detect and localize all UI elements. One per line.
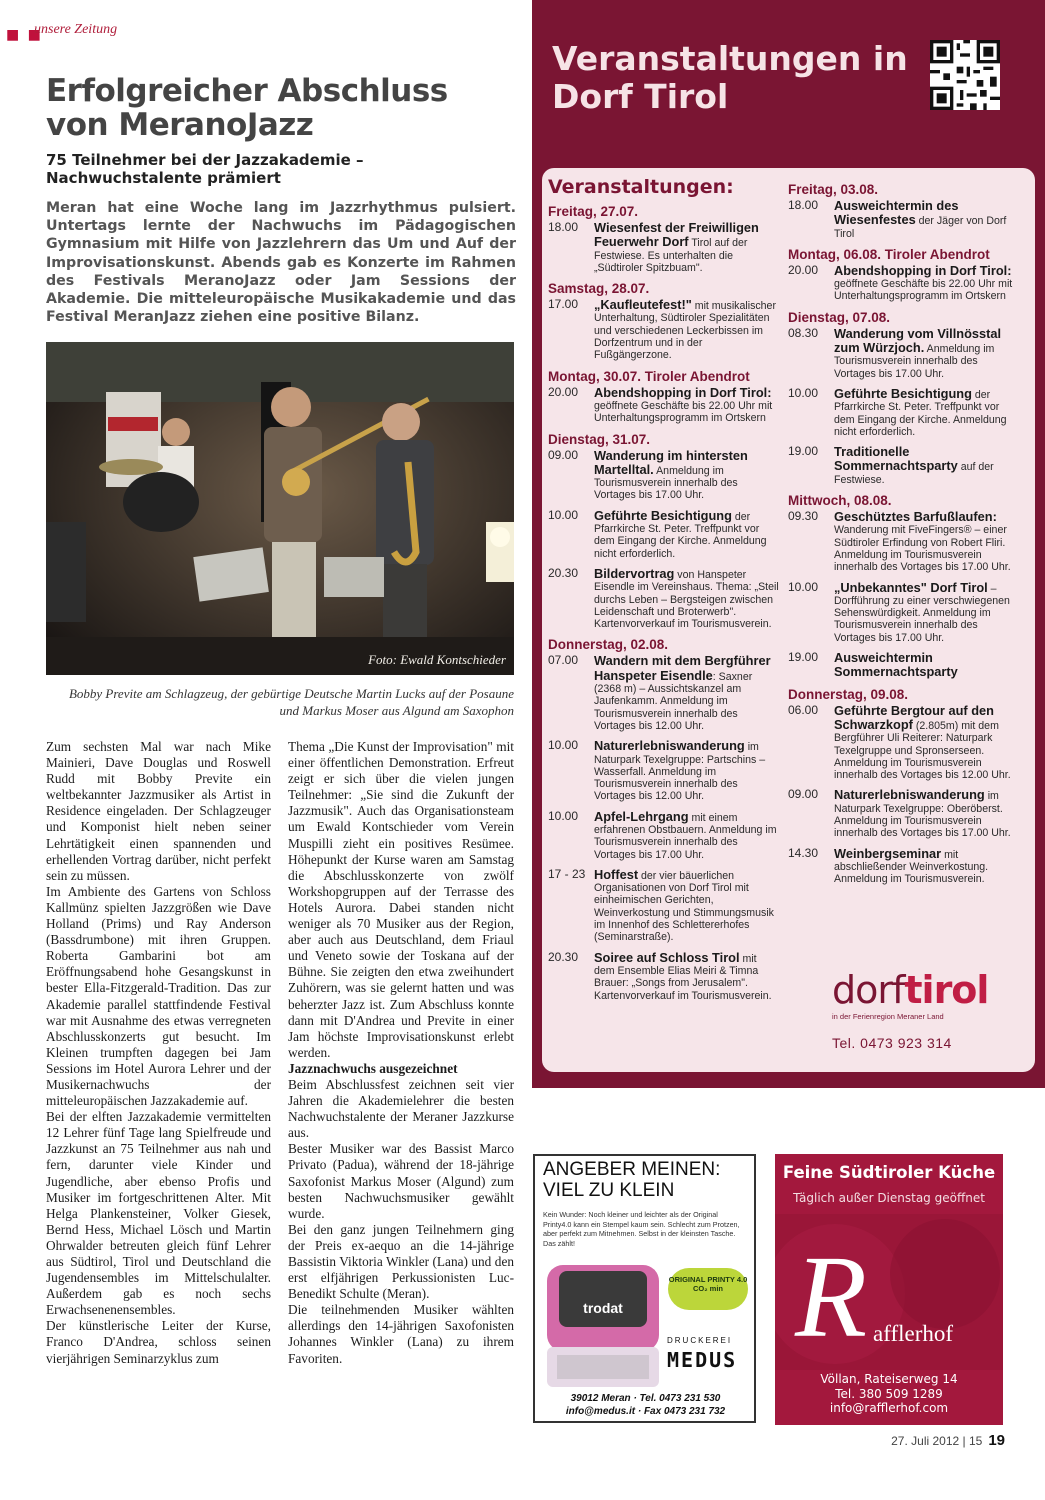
- event-description: Tirol auf der Festwiese. Es unterhalten die „Südtiroler Spitzbuam".: [594, 237, 748, 274]
- event-time: 08.30: [788, 325, 819, 340]
- event-name: Ausweichtermin Sommernachtsparty: [834, 650, 958, 680]
- ad-medus-druckerei: DRUCKEREI: [667, 1336, 733, 1345]
- dorftirol-tagline: in der Ferienregion Meraner Land: [832, 1012, 944, 1021]
- events-column-left: [548, 176, 780, 1009]
- event-item: [788, 445, 1020, 486]
- ad-medus-title: [543, 1159, 720, 1201]
- header-dots: ■ ■: [6, 27, 43, 43]
- event-time: 20.00: [548, 384, 579, 399]
- article-paragraph: Im Ambiente des Gartens von Schloss Kallmünz spielten Jazzgrößen wie Dave Holland (Prims) und Ray Anderson (Bassdrumbone) mit ihren Gruppen. Roberta Gambarini bot am Eröffnungsabend hohe Gesangskunst in bester Ella-Fitzgerald-Tradition. Das zur Akademie parallel stattfindende Festival war mit Ausnahme des etwas verregneten Abschlusskonzerts gut besucht. Im Kleinen trumpften dagegen bei Jam Sessions im Hotel Aurora Lehrer und der Musikernachwuchs der mitteleuropäischen Jazzakademie auf.: [46, 883, 271, 1109]
- ad-rafflerhof-contact: [775, 1372, 1003, 1416]
- rafflerhof-logo-R: R: [795, 1231, 868, 1362]
- event-item: [548, 509, 780, 560]
- event-time: 19.00: [788, 650, 819, 665]
- event-item: [548, 951, 780, 1002]
- event-body: [594, 567, 780, 630]
- event-body: [834, 327, 1020, 380]
- event-name: Geführte Bergtour auf den Schwarzkopf: [834, 702, 994, 732]
- event-day-heading: Montag, 06.08. Tiroler Abendrot: [788, 246, 990, 262]
- event-description: Anmeldung im Tourismusverein innerhalb des Vortages bis 17.00 Uhr.: [834, 343, 995, 380]
- event-description: geöffnete Geschäfte bis 22.00 Uhr mit Unterhaltungsprogramm im Ortskern: [834, 278, 1013, 303]
- event-time: 20.30: [548, 565, 579, 580]
- event-name: Bildervortrag: [594, 565, 675, 581]
- event-name: Abendshopping in Dorf Tirol:: [834, 262, 1012, 278]
- event-time: 18.00: [548, 220, 579, 234]
- event-time: 18.00: [788, 198, 819, 212]
- article-paragraph: Der künstlerische Leiter der Kurse, Franco D'Andrea, schloss seinen vierjährigen Seminarzyklus zum: [46, 1318, 271, 1366]
- event-description: mit dem Ensemble Elias Meiri & Timna Brauer: „Songs from Jerusalem". Kartenvorverkauf im Tourismusverein.: [594, 952, 772, 1002]
- event-name: Naturerlebniswanderung: [594, 738, 745, 754]
- ad-rafflerhof: [775, 1154, 1003, 1425]
- events-panel-title: Veranstaltungen in Dorf Tirol: [552, 39, 908, 116]
- event-name: Ausweichtermin des Wiesenfestes: [834, 198, 959, 228]
- event-description: Wanderung mit FiveFingers® – einer Südtiroler Erfindung von Robert Fliri. Anmeldung im Tourismusverein innerhalb des Vortages bis 17.00 Uhr.: [834, 524, 1011, 574]
- article-paragraph: Bei den ganz jungen Teilnehmern ging der Preis ex-aequo an die 14-jährige Bassistin Viktoria Winkler (Lana) und den erst elfjährigen Perkussionisten Luc-Benedikt Schulte (Meran).: [288, 1221, 514, 1302]
- event-item: [788, 788, 1020, 839]
- event-item: [788, 510, 1020, 573]
- event-item: [788, 651, 1020, 680]
- event-body: [834, 847, 1020, 886]
- events-heading: Veranstaltungen:: [548, 176, 734, 198]
- ad-medus-logo: MEDUS: [667, 1348, 738, 1372]
- event-item: [548, 449, 780, 502]
- event-item: [548, 868, 780, 944]
- event-body: [834, 581, 1020, 644]
- ad-medus: [533, 1154, 756, 1423]
- event-item: [788, 327, 1020, 380]
- ad-medus-email: info@medus.it · Fax 0473 231 732: [565, 1406, 726, 1417]
- article-subhead: Jazznachwuchs ausgezeichnet: [288, 1060, 458, 1076]
- dorftirol-logo: [832, 970, 1002, 1051]
- event-name: Traditionelle Sommernachtsparty: [834, 444, 958, 474]
- qr-code[interactable]: [930, 40, 1000, 110]
- qr-code-icon: [930, 40, 1000, 110]
- ad-medus-title-line1: ANGEBER MEINEN:: [543, 1159, 721, 1180]
- event-description: der Jäger von Dorf Tirol: [834, 215, 1007, 240]
- photo-caption: Bobby Previte am Schlagzeug, der gebürtige Deutsche Martin Lucks auf der Posaune und Markus Moser aus Algund am Saxophon: [68, 686, 514, 718]
- event-item: [548, 810, 780, 861]
- event-time: 09.00: [548, 447, 579, 462]
- events-column-right: [788, 176, 1020, 892]
- stamp-brand: trodat: [583, 1300, 623, 1316]
- event-time: 20.00: [788, 262, 819, 277]
- article-paragraph: Bester Musiker war des Bassist Marco Privato (Padua), während der 18-jährige Saxofonist Markus Moser (Algund) zum besten Nachwuchsmusiker gewählt wurde.: [288, 1141, 514, 1221]
- event-time: 10.00: [788, 579, 819, 594]
- event-description: (2.805m) mit dem Bergführer Uli Reiterer: Naturpark Texelgruppe und Spronserseen. Anmeldung im Tourismusverein innerhalb des Vortages bis 12.00 Uhr.: [834, 719, 1011, 782]
- event-time: 10.00: [548, 507, 579, 522]
- article-paragraph: Thema „Die Kunst der Improvisation" mit einer öffentlichen Demonstration. Erfreut zeigt er sich über die vielen jungen Teilnehmer: „Sie sind die Zukunft der Jazzmusik". Auch das Organisationsteam um Ewald Kontschieder vom Verein Muspilli zieht ein positives Resümee. Höhepunkt der Kurse waren am Samstag die Abschlusskonzerte von zwölf Workshopgruppen auf der Terrasse des Hotels Aurora. Dabei standen nicht weniger als 70 Musiker aus der Region, aber auch aus Deutschland, dem Friaul und Veneto sowie der Toskana auf der Bühne. Sie zeigten den etwa zweihundert Zuhörern, was sie gelernt hatten und was beherzter Jazz ist. Zum Abschluss konnte dann mit D'Andrea und Previte in einer Jam höchste Improvisationskunst erlebt werden.: [288, 739, 514, 1060]
- event-item: [788, 581, 1020, 644]
- event-name: „Kaufleutefest!": [594, 297, 692, 313]
- event-name: Naturerlebniswanderung: [834, 787, 985, 803]
- concert-photo: [46, 342, 514, 675]
- event-item: [548, 386, 780, 425]
- event-body: [594, 386, 780, 425]
- event-description: mit einem erfahrenen Obstbauern. Anmeldung im Tourismusverein innerhalb des Vortages bis 17.00 Uhr.: [594, 811, 777, 861]
- ad-rafflerhof-phone: Tel. 380 509 1289: [835, 1386, 943, 1401]
- ad-medus-contact: [543, 1392, 748, 1418]
- event-description: : Saxner (2368 m) – Aussichtskanzel am Jaufenkamm. Anmeldung im Tourismusverein innerhalb des Vortages bis 12.00 Uhr.: [594, 670, 753, 732]
- ad-rafflerhof-subtitle: Täglich außer Dienstag geöffnet: [793, 1191, 985, 1205]
- event-name: Wiesenfest der Freiwilligen Feuerwehr Dorf: [594, 220, 759, 250]
- event-day-heading: Dienstag, 07.08.: [788, 309, 891, 325]
- article-title: Erfolgreicher Abschluss von MeranoJazz: [46, 73, 448, 143]
- event-description: im Naturpark Texelgruppe: Partschins – Wasserfall. Anmeldung im Tourismusverein innerhalb des Vortages bis 12.00 Uhr.: [594, 741, 766, 803]
- event-body: [834, 651, 1020, 680]
- event-name: Soiree auf Schloss Tirol: [594, 949, 740, 965]
- event-name: Weinbergseminar: [834, 845, 942, 861]
- event-name: Wanderung vom Villnösstal zum Würzjoch.: [834, 325, 1002, 356]
- event-item: [548, 739, 780, 802]
- event-body: [834, 788, 1020, 839]
- event-day-heading: Montag, 30.07. Tiroler Abendrot: [548, 368, 750, 384]
- article-paragraph: Beim Abschlussfest zeichnen seit vier Jahren die Akademielehrer die besten Nachwuchstalente der Meraner Jazzkurse aus.: [288, 1076, 514, 1141]
- event-time: 10.00: [788, 385, 819, 400]
- event-body: [594, 221, 780, 274]
- event-body: [834, 387, 1020, 438]
- concert-photo-image: [46, 342, 514, 675]
- event-time: 10.00: [548, 808, 579, 823]
- event-item: [788, 847, 1020, 886]
- article-paragraph: Bei der elften Jazzakademie vermittelten 12 Lehrer fünf Tage lang Spielfreude und Jazzkunst an 75 Teilnehmer aus nah und fern, darunter viele Kinder und Jugendliche, aber ebenso Profis und Musiker im fortgeschrittenen Alter. Mit Helga Plankensteiner, Volker Giesek, Bernd Hess, Michael Lösch und Martin Ohrwalder betreuten gleich fünf Lehrer aus Südtirol, Tirol und Deutschland die Jugendensembles im Mittelschulalter. Außerdem gab es noch sechs Erwachsenenensembles.: [46, 1109, 271, 1318]
- event-body: [594, 449, 780, 502]
- article-paragraph: Die teilnehmenden Musiker wählten allerdings den 14-jährigen Saxofonisten Johannes Winkler (Lana) zu ihrem Favoriten.: [288, 1302, 514, 1366]
- event-description: auf der Festwiese.: [834, 461, 994, 486]
- event-time: 19.00: [788, 444, 819, 459]
- event-day-heading: Freitag, 27.07.: [548, 204, 639, 219]
- event-item: [548, 654, 780, 732]
- event-item: [788, 387, 1020, 438]
- event-description: der Pfarrkirche St. Peter. Treffpunkt vor dem Eingang der Kirche. Anmeldung nicht erforderlich.: [834, 388, 1007, 438]
- event-item: [548, 221, 780, 274]
- event-body: [834, 445, 1020, 486]
- page-number: 19: [988, 1432, 1005, 1449]
- ad-rafflerhof-title: Feine Südtiroler Küche: [782, 1163, 996, 1182]
- event-name: Wanderung im hintersten Martelltal.: [594, 447, 748, 477]
- brand-part-b: tirol: [904, 968, 989, 1012]
- event-body: [594, 739, 780, 802]
- event-name: Apfel-Lehrgang: [594, 808, 689, 824]
- ad-rafflerhof-email: info@rafflerhof.com: [829, 1401, 949, 1415]
- event-time: 09.30: [788, 509, 819, 524]
- event-description: Anmeldung im Tourismusverein innerhalb des Vortages bis 17.00 Uhr.: [594, 464, 738, 502]
- event-time: 14.30: [788, 845, 819, 860]
- event-name: Abendshopping in Dorf Tirol:: [594, 384, 772, 400]
- event-time: 17 - 23: [548, 866, 586, 881]
- event-day-heading: Freitag, 03.08.: [788, 182, 879, 197]
- ad-medus-address: 39012 Meran · Tel. 0473 231 530: [570, 1393, 721, 1404]
- event-body: [834, 199, 1020, 240]
- dorftirol-wordmark: [832, 970, 1002, 1010]
- event-item: [788, 264, 1020, 303]
- event-name: Geschütztes Barfußlaufen:: [834, 509, 997, 525]
- event-time: 10.00: [548, 738, 579, 753]
- issue-date: 27. Juli 2012 | 15: [891, 1434, 983, 1448]
- event-item: [788, 199, 1020, 240]
- event-body: [834, 510, 1020, 573]
- brand-part-a: dorf: [832, 968, 905, 1012]
- event-day-heading: Donnerstag, 02.08.: [548, 637, 669, 653]
- event-time: 20.30: [548, 949, 579, 964]
- event-item: [548, 298, 780, 361]
- event-body: [594, 654, 780, 732]
- article-column-2: [288, 739, 514, 1367]
- event-description: der Pfarrkirche St. Peter. Treffpunkt vor dem Eingang der Kirche. Anmeldung nicht erforderlich.: [594, 510, 767, 560]
- event-description: der vier bäuerlichen Organisationen von Dorf Tirol mit einheimischen Gerichten, Weinverkostung und Stimmungsmusik im Innenhof des Schlettererhofes (Seminarstraße).: [594, 869, 774, 944]
- event-body: [594, 868, 780, 944]
- event-day-heading: Samstag, 28.07.: [548, 281, 650, 297]
- event-description: mit abschließender Weinverkostung. Anmeldung im Tourismusverein.: [834, 848, 989, 886]
- photo-credit: Foto: Ewald Kontschieder: [368, 652, 506, 667]
- event-name: Geführte Besichtigung: [834, 385, 972, 401]
- ad-medus-title-line2: VIEL ZU KLEIN: [543, 1180, 675, 1201]
- publication-logo: unsere Zeitung: [34, 22, 118, 37]
- event-name: Hoffest: [594, 866, 639, 882]
- event-item: [788, 704, 1020, 782]
- event-body: [834, 264, 1020, 303]
- event-time: 17.00: [548, 297, 579, 312]
- event-description: von Hanspeter Eisendle im Vereinshaus. Thema: „Steil durchs Leben – Bergsteigen zwischen Leidenschaft und Broterwerb". Kartenvorverkauf im Tourismusverein.: [594, 568, 779, 631]
- event-name: „Unbekanntes" Dorf Tirol: [834, 579, 988, 595]
- event-description: im Naturpark Texelgruppe: Oberöberst. Anmeldung im Tourismusverein innerhalb des Vortages bis 17.00 Uhr.: [834, 790, 1011, 840]
- article-column-1: [46, 739, 271, 1367]
- event-name: Geführte Besichtigung: [594, 507, 732, 523]
- dorftirol-phone: Tel. 0473 923 314: [832, 1035, 952, 1051]
- event-time: 07.00: [548, 653, 579, 668]
- event-day-heading: Dienstag, 31.07.: [548, 431, 651, 447]
- event-description: – Dorfführung zu einer verschwiegenen Sehenswürdigkeit. Anmeldung im Tourismusverein innerhalb des Vortages bis 17.00 Uhr.: [834, 582, 1010, 644]
- event-item: [548, 567, 780, 630]
- event-description: mit musikalischer Unterhaltung, Südtiroler Spezialitäten und verschiedenen Leckerbissen im Dorfzentrum und in der Fußgängerzone.: [594, 300, 776, 362]
- article-paragraph: Zum sechsten Mal war nach Mike Mainieri, Dave Douglas und Roswell Rudd mit Bobby Previte ein weltbekannter Jazzmusiker als Artist in Residence eingeladen. Der Schlagzeuger und Komponist hielt neben seiner Lehrtätigkeit einen spannenden und erhellenden Vortrag darüber, nicht perfekt sein zu müssen.: [46, 739, 271, 883]
- ad-medus-text: Kein Wunder: Noch kleiner und leichter als der Original Printy4.0 kann ein Stempel kaum sein. Schlecht zum Protzen, aber perfekt zum Mitnehmen. Selbst in der kleinsten Tasche. Das zählt!: [543, 1210, 740, 1248]
- event-description: geöffnete Geschäfte bis 22.00 Uhr mit Unterhaltungsprogramm im Ortskern: [594, 399, 773, 425]
- event-time: 09.00: [788, 787, 819, 802]
- event-body: [834, 704, 1020, 782]
- stamp-icon: [543, 1261, 663, 1393]
- article-subtitle: 75 Teilnehmer bei der Jazzakademie – Nachwuchstalente prämiert: [46, 151, 364, 187]
- printy-badge: ORIGINAL PRINTY 4.0 CO₂ min: [668, 1268, 748, 1310]
- event-body: [594, 298, 780, 361]
- event-time: 06.00: [788, 702, 819, 717]
- rafflerhof-logo-name: afflerhof: [873, 1321, 954, 1346]
- article-lead: Meran hat eine Woche lang im Jazzrhythmus pulsiert. Untertags lernte der Nachwuchs im Pädagogischen Gymnasium mit Hilfe von Jazzlehrern das Um und Auf der Improvisationskunst. Abends gab es Konzerte im Rahmen des Festivals MeranoJazz oder Jam Sessions der Akademie. Die mitteleuropäische Musikakademie und das Festival MeranJazz ziehen eine positive Bilanz.: [46, 200, 516, 326]
- event-name: Wandern mit dem Bergführer Hanspeter Eisendle: [594, 653, 771, 683]
- event-body: [594, 951, 780, 1002]
- ad-rafflerhof-address: Völlan, Rateiserweg 14: [820, 1372, 958, 1386]
- event-day-heading: Mittwoch, 08.08.: [788, 493, 892, 509]
- event-day-heading: Donnerstag, 09.08.: [788, 686, 909, 702]
- event-body: [594, 509, 780, 560]
- event-body: [594, 810, 780, 861]
- page-footer: [891, 1432, 1005, 1449]
